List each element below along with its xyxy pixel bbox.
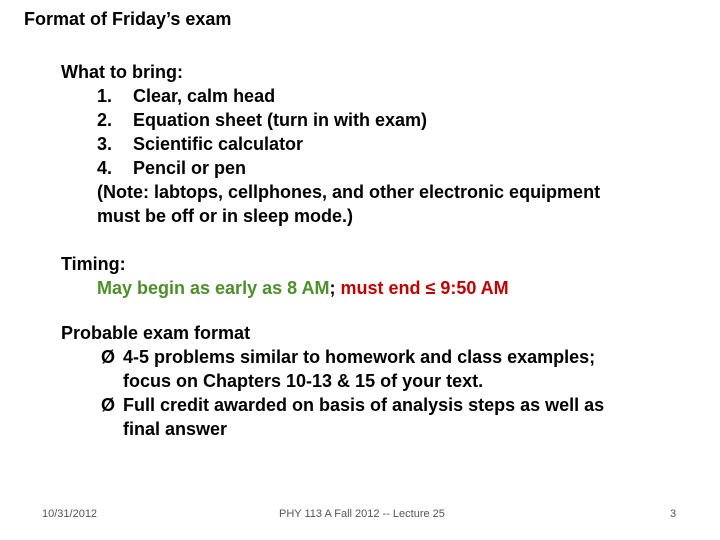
format-heading: Probable exam format — [61, 323, 251, 343]
list-item — [61, 345, 604, 393]
list-item — [61, 84, 600, 108]
item-text: Scientific calculator — [133, 134, 304, 154]
item-text: Clear, calm head — [133, 86, 276, 106]
list-item — [61, 132, 600, 156]
format-list — [61, 345, 604, 441]
bullet-text: Full credit awarded on basis of analysis steps as well as final answer — [123, 395, 605, 439]
footer-course: PHY 113 A Fall 2012 -- Lecture 25 — [279, 508, 445, 520]
arrow-bullet-icon: Ø — [101, 347, 116, 367]
footer-page-number: 3 — [670, 508, 677, 520]
footer-date: 10/31/2012 — [42, 508, 98, 520]
list-item — [61, 393, 604, 441]
item-text: Pencil or pen — [133, 158, 247, 178]
item-text: Equation sheet (turn in with exam) — [133, 110, 428, 130]
bullet-text: 4-5 problems similar to homework and class examples; focus on Chapters 10-13 & 15 of your text. — [123, 347, 596, 391]
bring-heading: What to bring: — [61, 62, 183, 82]
timing-detail — [61, 276, 509, 300]
list-item — [61, 108, 600, 132]
item-number: 1. — [97, 86, 113, 106]
timing-section — [61, 252, 509, 300]
bring-note-line2: must be off or in sleep mode.) — [97, 206, 354, 226]
arrow-bullet-icon: Ø — [101, 395, 116, 415]
timing-separator: ; — [329, 278, 341, 298]
list-item — [61, 156, 600, 180]
timing-end: must end ≤ 9:50 AM — [340, 278, 509, 298]
timing-heading: Timing: — [61, 254, 126, 274]
item-number: 2. — [97, 110, 113, 130]
bring-section — [61, 60, 600, 228]
bring-note-line1: (Note: labtops, cellphones, and other electronic equipment — [97, 182, 601, 202]
format-section — [61, 321, 604, 441]
item-number: 4. — [97, 158, 113, 178]
timing-begin: May begin as early as 8 AM — [97, 278, 330, 298]
item-number: 3. — [97, 134, 113, 154]
bring-list — [61, 84, 600, 180]
slide-title: Format of Friday’s exam — [24, 9, 232, 29]
